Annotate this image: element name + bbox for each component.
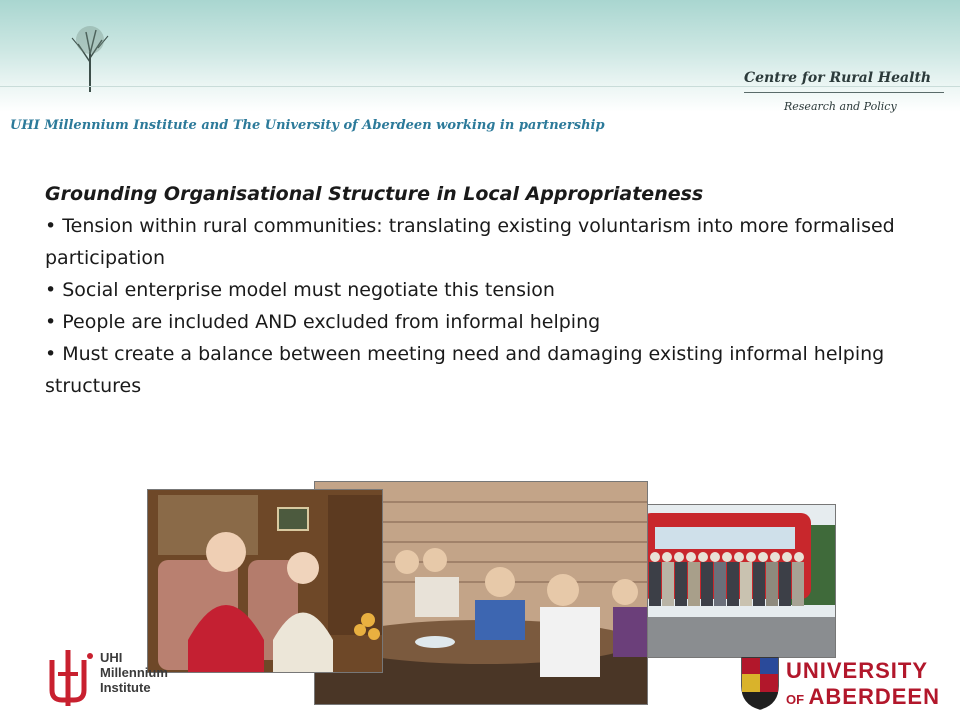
- tree-icon: [60, 22, 120, 94]
- uhi-millennium-logo: [46, 646, 206, 708]
- aberdeen-logo-name: ABERDEEN: [808, 684, 940, 709]
- uhi-logo-line1: UHI: [100, 650, 123, 665]
- slide-title: Grounding Organisational Structure in Local Appropriateness: [45, 183, 704, 205]
- partnership-line: UHI Millennium Institute and The University of Aberdeen working in partnership: [10, 118, 605, 133]
- bullet-item: • Tension within rural communities: translating existing voluntarism into more formalised participation: [45, 215, 895, 269]
- bullet-item: • Social enterprise model must negotiate this tension: [45, 279, 555, 301]
- aberdeen-logo-line1: UNIVERSITY: [786, 658, 929, 683]
- bullet-item: • Must create a balance between meeting need and damaging existing informal helping structures: [45, 343, 885, 397]
- aberdeen-crest-icon: [740, 656, 780, 710]
- slide-content: [45, 178, 925, 402]
- uhi-logo-text: [100, 650, 168, 695]
- aberdeen-logo-line2: [786, 684, 940, 710]
- photo-minibus-group: [640, 504, 836, 658]
- bullet-item: • People are included AND excluded from informal helping: [45, 311, 601, 333]
- brand-title: Centre for Rural Health: [744, 70, 932, 86]
- brand-subtitle: Research and Policy: [784, 100, 897, 113]
- brand-divider: [744, 92, 944, 93]
- uhi-logo-line3: Institute: [100, 680, 151, 695]
- header-banner: [0, 0, 960, 112]
- uhi-logo-line2: Millennium: [100, 665, 168, 680]
- university-of-aberdeen-logo: [740, 656, 950, 714]
- aberdeen-logo-of: OF: [786, 692, 805, 707]
